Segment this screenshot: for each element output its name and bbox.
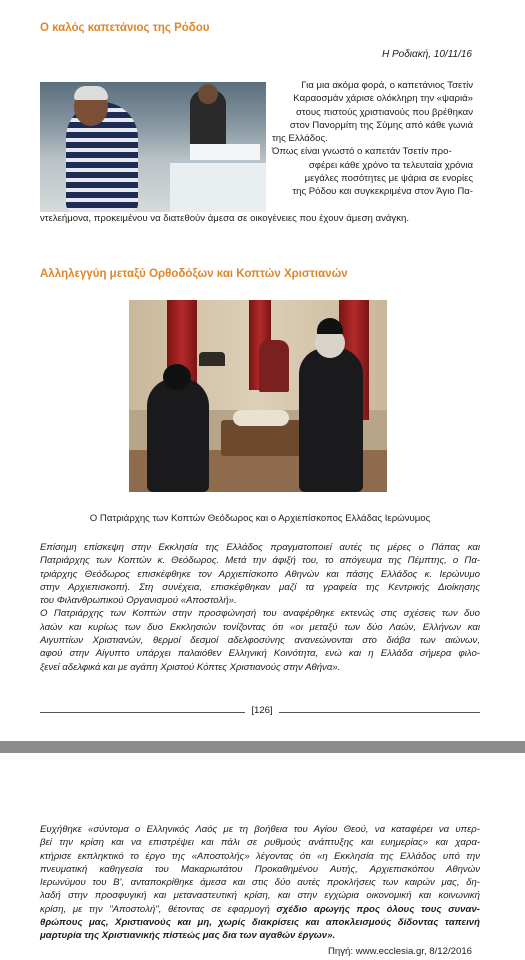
article2-line: τριάρχης Θεόδωρος επισκέφθηκε τον Αρχιεπίσκοπο Αθηνών και πάσης Ελλάδος κ. Ιερώνυμο [40,568,480,580]
article1-line: της Ελλάδος. [272,133,328,145]
page-separator [0,741,525,753]
article3-line: βεί την κρίση και να επιστρέψει και πάλι σε ρυθμούς ανάπτυξης και ευημερίας» και χαρα- [40,837,480,849]
article1-line: σφέρει κάθε χρόνο τα τελευταία χρόνια [308,159,473,171]
article3-line: θρώπους μας, Χριστιανούς και μη, χωρίς διακρίσεις και αποκλεισμούς δίδοντας ταπεινή [40,917,480,929]
article1-heading: Ο καλός καπετάνιος της Ρόδου [40,22,210,34]
article3-line: πνευματική καθηγεσία του Μακαριωτάτου Προκαθημένου Αυτής, Αρχιεπισκόπου Αθηνών [40,863,480,875]
article2-heading: Αλληλεγγύη μεταξύ Ορθοδόξων και Κοπτών Χριστιανών [40,268,348,280]
article2-line: Ο Πατριάρχης των Κοπτών στην προσφώνησή του αναφέρθηκε εκτενώς στις σχέσεις των δυο [40,608,480,620]
article1-line: Καραοσμάν χάρισε ολόκληρη την «ψαριά» [293,93,473,105]
article1-line: Για μια ακόμα φορά, ο καπετάνιος Τσετίν [301,80,473,91]
article3-line: μαρτυρία της Χριστιανικής πίστεώς μας δια των αγαθών έργων». [40,930,336,942]
article1-line: στους πιστούς χριστιανούς που βρέθηκαν [295,106,473,118]
article2-line: αφού στην Αίγυπτο υπάρχει παλαιόθεν Ελληνική Κοινότητα, ενώ και η Ελλάδα σήμερα φιλο- [40,648,480,660]
article3-body [40,823,480,943]
article2-body [40,541,480,674]
article3-line: Ιερωνύμου του Β', ανταποκρίθηκε άμεσα και στις δύο αυτές προκλήσεις των καιρών μας, δη- [40,877,480,889]
article2-line: του Φιλανθρωπικού Οργανισμού «Αποστολή». [40,595,237,607]
article1-line: Όπως είναι γνωστό ο καπετάν Τσετίν προ- [272,146,452,158]
article3-line: λαδή στην προσφυγική και μεταναστευτική κρίση, και στην εγχώρια οικονομική και κοινωνική [40,890,480,902]
article1-line: στον Πανορμίτη της Σύμης από κάθε γωνιά [289,119,473,131]
article2-line: ξενεί αδελφικά και με αγάπη Χριστού Κόπτες Χριστιανούς στην Αθήνα». [40,661,341,673]
article2-line: λαών και κυρίως των δυο Εκκλησιών τονίζοντας ότι «οι μεταξύ των δύο Λαών, Ελλήνων και [40,621,480,633]
article3-line: Ευχήθηκε «σύντομα ο Ελληνικός Λαός με τη βοήθεια του Αγίου Θεού, να καταφέρει να υπερ- [40,824,480,835]
photo-caption: Ο Πατριάρχης των Κοπτών Θεόδωρος και ο Αρχιεπίσκοπος Ελλάδας Ιερώνυμος [89,513,431,524]
article1-body-wrap [272,79,473,199]
article2-line: Επίσημη επίσκεψη στην Εκκλησία της Ελλάδος πραγματοποιεί αυτές τις μέρες ο Πάπας και [40,542,480,553]
article3-line: κρίση, με την "Αποστολή", θέτοντας σε εφαρμογή σχέδιο αρωγής προς όλους τους συναν- [40,903,480,915]
article2-line: στην Αρχιεπισκοπή. Στη συνέχεια, επισκέφθηκαν μαζί τα γραφεία της Κεντρικής Διοίκησης [40,581,480,593]
article2-line: Αιγυπτίων Χριστιανών, θερμοί δεσμοί αδελφοσύνης ανανεώνονται στο διάβα των αιώνων, [40,635,480,647]
article2-line: Πατριάρχης των Κοπτών κ. Θεόδωρος. Μετά την άφιξή του, το απόγευμα της Πέμπτης, ο Πα- [40,555,480,567]
article1-line: της Ρόδου και συγκεκριμένα στον Άγιο Πα- [292,186,473,198]
article3-bold-phrase: σχέδιο αρωγής προς όλους τους συναν- [276,903,480,915]
fisherman-photo [40,82,266,212]
page-number: [126] [245,705,279,716]
article3-source: Πηγή: www.ecclesia.gr, 8/12/2016 [328,946,472,957]
article3-line: κτήρισε εκπληκτικό το έργο της «Αποστολής» λέγοντας ότι «η Εκκλησία της Ελλάδος υπό την [40,850,480,862]
article1-line: μεγάλες ποσότητες με ψάρια σε ενορίες [304,173,473,185]
patriarch-archbishop-photo [129,300,387,492]
article1-last-line: ντελεήμονα, προκειμένου να διατεθούν άμεσα σε οικογένειες που έχουν άμεση ανάγκη. [40,213,410,224]
article1-source: Η Ροδιακή, 10/11/16 [381,49,472,60]
